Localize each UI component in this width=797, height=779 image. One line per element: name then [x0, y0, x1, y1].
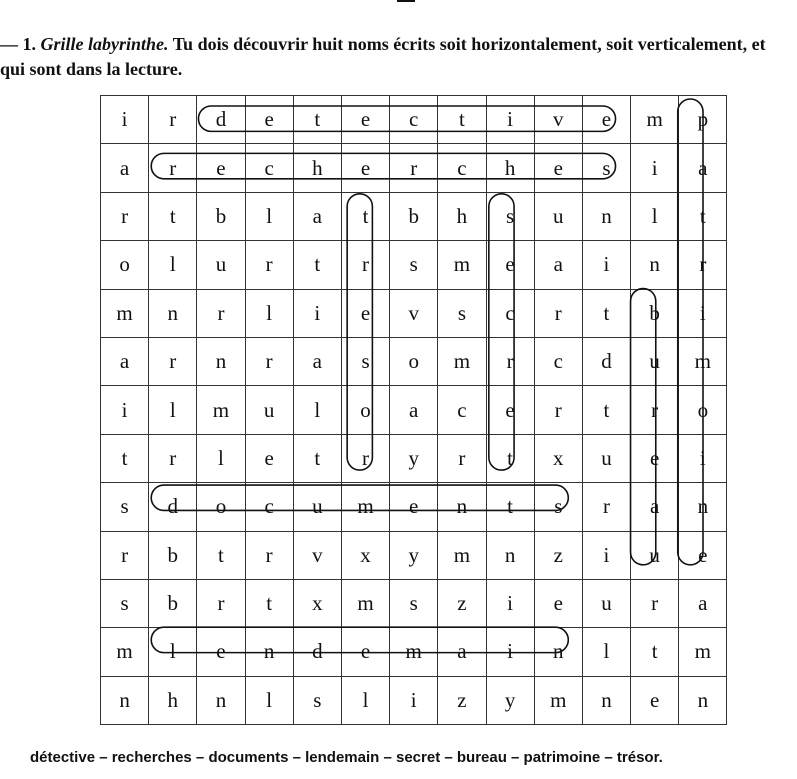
grid-cell: n: [631, 241, 679, 289]
grid-cell: n: [679, 483, 727, 531]
grid-cell: t: [101, 434, 149, 482]
grid-cell: r: [631, 579, 679, 627]
grid-cell: b: [197, 192, 245, 240]
grid-cell: x: [293, 579, 341, 627]
grid-cell: s: [534, 483, 582, 531]
grid-cell: t: [631, 628, 679, 676]
grid-cell: c: [390, 96, 438, 144]
grid-cell: a: [101, 144, 149, 192]
grid-cell: u: [582, 434, 630, 482]
grid-cell: c: [245, 483, 293, 531]
grid-cell: r: [245, 531, 293, 579]
grid-cell: r: [679, 241, 727, 289]
grid-row: [101, 144, 727, 192]
grid-cell: i: [101, 386, 149, 434]
grid-table: [100, 95, 727, 725]
grid-cell: i: [679, 434, 727, 482]
grid-cell: h: [486, 144, 534, 192]
grid-cell: n: [679, 676, 727, 724]
grid-cell: p: [679, 96, 727, 144]
grid-cell: d: [293, 628, 341, 676]
grid-cell: s: [293, 676, 341, 724]
grid-cell: z: [438, 676, 486, 724]
grid-cell: l: [245, 192, 293, 240]
grid-cell: d: [582, 337, 630, 385]
grid-cell: z: [534, 531, 582, 579]
grid-cell: a: [293, 192, 341, 240]
grid-cell: r: [341, 241, 389, 289]
grid-row: [101, 579, 727, 627]
grid-cell: s: [341, 337, 389, 385]
grid-cell: m: [679, 628, 727, 676]
grid-cell: u: [631, 531, 679, 579]
grid-cell: c: [486, 289, 534, 337]
grid-cell: r: [149, 434, 197, 482]
grid-cell: n: [197, 676, 245, 724]
grid-cell: t: [293, 434, 341, 482]
grid-cell: r: [534, 386, 582, 434]
grid-cell: s: [582, 144, 630, 192]
grid-cell: e: [534, 144, 582, 192]
grid-cell: v: [293, 531, 341, 579]
grid-cell: n: [101, 676, 149, 724]
grid-row: [101, 434, 727, 482]
grid-row: [101, 192, 727, 240]
grid-cell: y: [390, 531, 438, 579]
exercise-number: 1.: [22, 34, 36, 54]
grid-cell: r: [197, 579, 245, 627]
grid-cell: i: [486, 579, 534, 627]
grid-row: [101, 483, 727, 531]
grid-cell: m: [390, 628, 438, 676]
grid-cell: a: [679, 579, 727, 627]
grid-cell: b: [631, 289, 679, 337]
grid-row: [101, 241, 727, 289]
answer-list: détective – recherches – documents – lendemain – secret – bureau – patrimoine – trésor.: [30, 749, 663, 766]
grid-cell: y: [486, 676, 534, 724]
grid-cell: e: [631, 676, 679, 724]
grid-cell: x: [534, 434, 582, 482]
grid-cell: t: [293, 241, 341, 289]
grid-cell: e: [390, 483, 438, 531]
grid-cell: t: [486, 434, 534, 482]
grid-cell: l: [149, 241, 197, 289]
grid-cell: m: [534, 676, 582, 724]
grid-cell: d: [149, 483, 197, 531]
grid-cell: e: [486, 386, 534, 434]
grid-cell: c: [438, 144, 486, 192]
exercise-title: Grille labyrinthe.: [40, 34, 169, 54]
grid-cell: u: [582, 579, 630, 627]
grid-cell: l: [149, 386, 197, 434]
grid-cell: i: [679, 289, 727, 337]
grid-cell: e: [341, 289, 389, 337]
grid-row: [101, 289, 727, 337]
grid-cell: n: [582, 676, 630, 724]
grid-cell: a: [390, 386, 438, 434]
exercise-instruction: [0, 32, 790, 82]
grid-cell: l: [631, 192, 679, 240]
grid-cell: h: [293, 144, 341, 192]
grid-cell: r: [197, 289, 245, 337]
grid-cell: e: [486, 241, 534, 289]
grid-cell: e: [534, 579, 582, 627]
grid-cell: e: [582, 96, 630, 144]
grid-cell: t: [486, 483, 534, 531]
grid-cell: i: [293, 289, 341, 337]
grid-cell: b: [149, 531, 197, 579]
grid-cell: v: [534, 96, 582, 144]
grid-cell: e: [631, 434, 679, 482]
grid-cell: s: [390, 241, 438, 289]
grid-row: [101, 386, 727, 434]
grid-row: [101, 628, 727, 676]
grid-cell: r: [341, 434, 389, 482]
grid-cell: m: [101, 628, 149, 676]
grid-cell: i: [390, 676, 438, 724]
grid-cell: u: [245, 386, 293, 434]
grid-cell: d: [197, 96, 245, 144]
grid-cell: n: [582, 192, 630, 240]
grid-row: [101, 676, 727, 724]
grid-cell: i: [101, 96, 149, 144]
grid-cell: n: [149, 289, 197, 337]
grid-cell: n: [197, 337, 245, 385]
grid-cell: o: [341, 386, 389, 434]
grid-cell: r: [101, 531, 149, 579]
grid-cell: e: [341, 96, 389, 144]
grid-cell: n: [534, 628, 582, 676]
grid-cell: t: [582, 386, 630, 434]
grid-cell: t: [149, 192, 197, 240]
grid-cell: l: [293, 386, 341, 434]
grid-cell: l: [197, 434, 245, 482]
grid-cell: a: [101, 337, 149, 385]
grid-row: [101, 337, 727, 385]
instruction-dash: —: [0, 34, 18, 54]
grid-cell: r: [149, 337, 197, 385]
grid-cell: m: [341, 483, 389, 531]
grid-cell: n: [438, 483, 486, 531]
grid-cell: e: [245, 96, 293, 144]
grid-cell: i: [486, 96, 534, 144]
grid-cell: o: [390, 337, 438, 385]
grid-cell: r: [245, 241, 293, 289]
grid-cell: l: [245, 676, 293, 724]
grid-cell: s: [101, 483, 149, 531]
grid-cell: o: [101, 241, 149, 289]
grid-cell: a: [534, 241, 582, 289]
grid-cell: c: [534, 337, 582, 385]
grid-cell: r: [534, 289, 582, 337]
grid-cell: e: [679, 531, 727, 579]
grid-cell: o: [197, 483, 245, 531]
grid-cell: i: [486, 628, 534, 676]
grid-cell: m: [197, 386, 245, 434]
grid-cell: m: [341, 579, 389, 627]
grid-cell: u: [293, 483, 341, 531]
grid-cell: s: [101, 579, 149, 627]
grid-cell: e: [197, 628, 245, 676]
grid-cell: z: [438, 579, 486, 627]
grid-cell: c: [245, 144, 293, 192]
grid-row: [101, 531, 727, 579]
grid-cell: r: [149, 144, 197, 192]
grid-cell: s: [438, 289, 486, 337]
grid-cell: u: [631, 337, 679, 385]
grid-cell: a: [631, 483, 679, 531]
grid-cell: m: [438, 337, 486, 385]
grid-cell: m: [438, 241, 486, 289]
grid-cell: r: [582, 483, 630, 531]
grid-cell: e: [341, 628, 389, 676]
grid-cell: t: [438, 96, 486, 144]
grid-cell: m: [631, 96, 679, 144]
grid-cell: m: [679, 337, 727, 385]
grid-cell: e: [341, 144, 389, 192]
grid-cell: r: [101, 192, 149, 240]
top-mark: [397, 0, 415, 2]
grid-cell: h: [438, 192, 486, 240]
grid-cell: t: [245, 579, 293, 627]
grid-cell: r: [438, 434, 486, 482]
grid-cell: y: [390, 434, 438, 482]
grid-cell: a: [679, 144, 727, 192]
grid-cell: i: [631, 144, 679, 192]
grid-cell: h: [149, 676, 197, 724]
grid-cell: b: [390, 192, 438, 240]
grid-cell: l: [582, 628, 630, 676]
word-search-grid: [100, 95, 714, 711]
grid-cell: l: [245, 289, 293, 337]
grid-cell: b: [149, 579, 197, 627]
grid-cell: s: [390, 579, 438, 627]
grid-cell: e: [245, 434, 293, 482]
grid-row: [101, 96, 727, 144]
grid-cell: e: [197, 144, 245, 192]
grid-cell: l: [341, 676, 389, 724]
grid-cell: t: [293, 96, 341, 144]
grid-cell: u: [197, 241, 245, 289]
grid-cell: t: [582, 289, 630, 337]
grid-cell: a: [293, 337, 341, 385]
grid-cell: x: [341, 531, 389, 579]
grid-cell: n: [245, 628, 293, 676]
grid-cell: t: [341, 192, 389, 240]
grid-cell: i: [582, 531, 630, 579]
grid-cell: v: [390, 289, 438, 337]
grid-cell: i: [582, 241, 630, 289]
grid-cell: r: [390, 144, 438, 192]
grid-cell: r: [631, 386, 679, 434]
grid-cell: r: [486, 337, 534, 385]
grid-cell: o: [679, 386, 727, 434]
grid-cell: u: [534, 192, 582, 240]
grid-cell: s: [486, 192, 534, 240]
grid-cell: m: [101, 289, 149, 337]
grid-cell: t: [197, 531, 245, 579]
grid-cell: l: [149, 628, 197, 676]
grid-cell: a: [438, 628, 486, 676]
exercise-text: Tu dois découvrir huit noms écrits soit horizontalement, soit verticalement, et qui sont dans la lecture.: [0, 34, 766, 79]
grid-cell: t: [679, 192, 727, 240]
grid-cell: m: [438, 531, 486, 579]
grid-cell: r: [149, 96, 197, 144]
grid-cell: r: [245, 337, 293, 385]
grid-cell: c: [438, 386, 486, 434]
grid-cell: n: [486, 531, 534, 579]
